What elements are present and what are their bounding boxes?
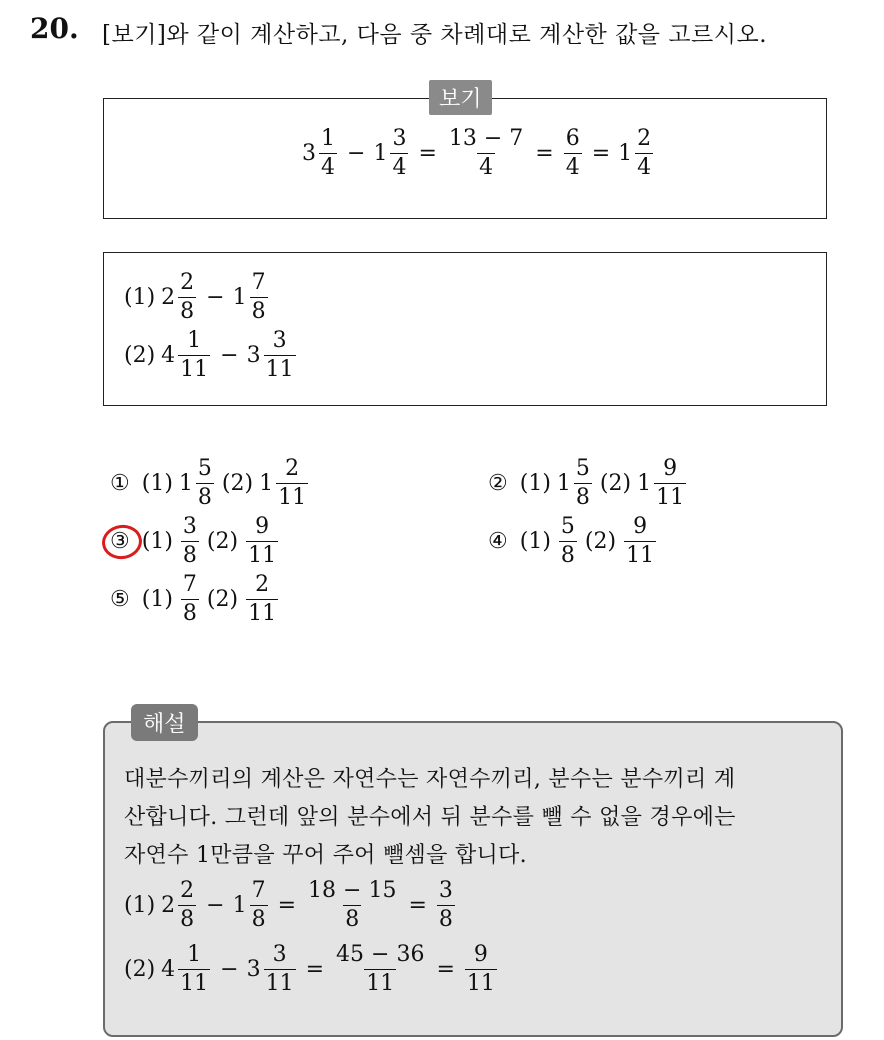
numerator: 5 [560, 514, 575, 539]
denominator: 8 [182, 543, 197, 568]
numerator: 7 [251, 270, 266, 295]
denominator: 8 [251, 907, 266, 932]
sub-label: (2) [206, 587, 239, 612]
fraction [447, 128, 525, 179]
question-number: 20. [30, 12, 79, 45]
fraction [437, 880, 455, 931]
numerator: 9 [473, 942, 488, 967]
fraction [178, 330, 210, 381]
explanation-equation-2 [124, 944, 499, 995]
numerator: 1 [321, 126, 335, 151]
problem-label: (1) [124, 893, 156, 918]
fraction [250, 272, 268, 323]
equals-sign: = [591, 141, 611, 166]
numerator: 3 [392, 126, 407, 151]
numerator: 2 [637, 126, 652, 151]
denominator: 11 [180, 357, 209, 382]
question-text: [보기]와 같이 계산하고, 다음 중 차례대로 계산한 값을 고르시오. [102, 22, 768, 48]
denominator: 4 [392, 155, 407, 180]
mixed-whole: 4 [161, 343, 176, 368]
choice-number: ④ [488, 529, 508, 554]
numerator: 9 [255, 514, 270, 539]
minus-sign: − [220, 957, 239, 982]
denominator: 11 [656, 485, 685, 510]
equals-sign: = [277, 893, 297, 918]
fraction [178, 272, 196, 323]
numerator: 7 [182, 572, 197, 597]
numerator: 2 [180, 878, 195, 903]
equals-sign: = [535, 141, 554, 166]
choice-1[interactable] [110, 458, 310, 509]
choice-2[interactable] [488, 458, 688, 509]
denominator: 4 [565, 155, 580, 180]
mixed-whole: 1 [232, 285, 247, 310]
denominator: 4 [321, 155, 335, 180]
numerator: 5 [575, 456, 590, 481]
minus-sign: − [206, 893, 225, 918]
fraction [196, 458, 214, 509]
numerator: 13 − 7 [448, 126, 524, 151]
numerator: 6 [565, 126, 580, 151]
mixed-whole: 2 [161, 893, 176, 918]
choice-number: ③ [110, 529, 130, 554]
mixed-whole: 4 [161, 957, 176, 982]
fraction [624, 516, 656, 567]
fraction [465, 944, 497, 995]
numerator: 18 − 15 [308, 878, 397, 903]
sub-label: (2) [206, 529, 239, 554]
denominator: 11 [180, 971, 209, 996]
equals-sign: = [305, 957, 325, 982]
fraction [306, 880, 398, 931]
fraction [334, 944, 426, 995]
choice-number: ① [110, 471, 130, 496]
numerator: 5 [197, 456, 212, 481]
equals-sign: = [418, 141, 437, 166]
fraction [181, 574, 199, 625]
example-equation [302, 128, 655, 179]
choice-number: ⑤ [110, 587, 130, 612]
denominator: 8 [197, 485, 212, 510]
fraction [246, 516, 278, 567]
fraction [178, 944, 210, 995]
equals-sign: = [436, 957, 455, 982]
fraction [564, 128, 582, 179]
denominator: 8 [560, 543, 575, 568]
problem-2 [124, 330, 298, 381]
fraction [276, 458, 308, 509]
denominator: 8 [575, 485, 590, 510]
mixed-whole: 1 [618, 141, 633, 166]
denominator: 11 [626, 543, 655, 568]
fraction [390, 128, 408, 179]
numerator: 1 [187, 328, 202, 353]
numerator: 3 [272, 328, 287, 353]
denominator: 11 [248, 601, 277, 626]
numerator: 7 [251, 878, 266, 903]
fraction [246, 574, 278, 625]
mixed-whole: 3 [246, 957, 261, 982]
fraction [178, 880, 196, 931]
fraction [264, 944, 296, 995]
mixed-whole: 1 [556, 471, 571, 496]
fraction [319, 128, 337, 179]
fraction [559, 516, 577, 567]
fraction [574, 458, 592, 509]
explanation-line: 산합니다. 그런데 앞의 분수에서 뒤 분수를 뺄 수 없을 경우에는 [124, 805, 736, 830]
problem-1 [124, 272, 270, 323]
fraction [635, 128, 653, 179]
numerator: 9 [663, 456, 678, 481]
mixed-whole: 1 [373, 141, 388, 166]
denominator: 11 [466, 971, 495, 996]
denominator: 8 [180, 299, 195, 324]
sub-label: (1) [519, 529, 551, 554]
choice-5[interactable] [110, 574, 280, 625]
problem-label: (2) [124, 343, 156, 368]
problem-label: (1) [124, 285, 156, 310]
numerator: 2 [180, 270, 195, 295]
fraction [264, 330, 296, 381]
mixed-whole: 2 [161, 285, 176, 310]
sub-label: (1) [519, 471, 551, 496]
mixed-whole: 1 [637, 471, 652, 496]
denominator: 8 [438, 907, 453, 932]
denominator: 4 [479, 155, 494, 180]
sub-label: (2) [584, 529, 617, 554]
choice-4[interactable] [488, 516, 658, 567]
denominator: 11 [265, 971, 294, 996]
equals-sign: = [408, 893, 427, 918]
minus-sign: − [220, 343, 239, 368]
fraction [181, 516, 199, 567]
numerator: 9 [633, 514, 648, 539]
sub-label: (1) [141, 587, 173, 612]
numerator: 1 [187, 942, 202, 967]
explanation-equation-1 [124, 880, 457, 931]
explanation-label: 해설 [131, 704, 198, 741]
sub-label: (1) [141, 529, 173, 554]
denominator: 8 [251, 299, 266, 324]
numerator: 45 − 36 [336, 942, 425, 967]
minus-sign: − [347, 141, 366, 166]
numerator: 2 [255, 572, 270, 597]
problem-label: (2) [124, 957, 156, 982]
choice-number: ② [488, 471, 508, 496]
example-label: 보기 [429, 80, 492, 115]
fraction [654, 458, 686, 509]
denominator: 11 [366, 971, 395, 996]
denominator: 8 [180, 907, 195, 932]
numerator: 3 [438, 878, 453, 903]
denominator: 8 [345, 907, 360, 932]
numerator: 2 [285, 456, 300, 481]
minus-sign: − [206, 285, 225, 310]
denominator: 11 [278, 485, 307, 510]
numerator: 3 [182, 514, 197, 539]
sub-label: (2) [599, 471, 632, 496]
sub-label: (2) [221, 471, 254, 496]
sub-label: (1) [141, 471, 173, 496]
numerator: 3 [272, 942, 287, 967]
mixed-whole: 3 [246, 343, 261, 368]
mixed-whole: 1 [232, 893, 247, 918]
explanation-line: 자연수 1만큼을 꾸어 주어 뺄셈을 합니다. [124, 843, 527, 868]
denominator: 11 [248, 543, 277, 568]
mixed-whole: 3 [302, 141, 316, 166]
denominator: 4 [637, 155, 652, 180]
denominator: 8 [182, 601, 197, 626]
denominator: 11 [265, 357, 294, 382]
mixed-whole: 1 [259, 471, 274, 496]
fraction [250, 880, 268, 931]
mixed-whole: 1 [178, 471, 193, 496]
explanation-line: 대분수끼리의 계산은 자연수는 자연수끼리, 분수는 분수끼리 계 [124, 767, 736, 792]
